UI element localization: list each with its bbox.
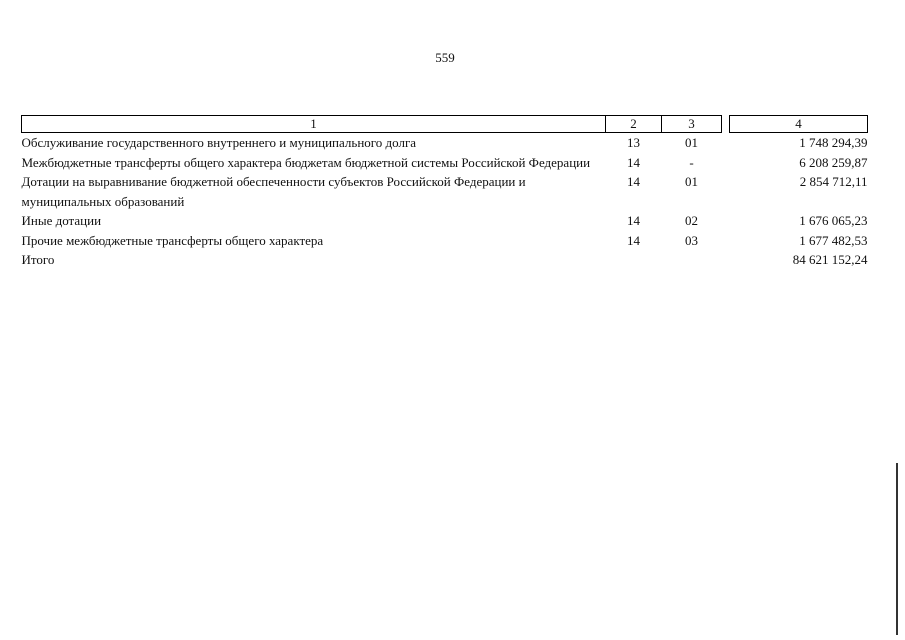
row-amount: 1 677 482,53: [799, 232, 868, 248]
row-subsection: -: [689, 154, 694, 170]
row-subsection: 03: [685, 232, 698, 248]
row-gap: [722, 153, 730, 173]
row-name: Дотации на выравнивание бюджетной обеспеченности субъектов Российской Федерации и муниципальных образований: [21, 174, 526, 209]
total-amount: 84 621 152,24: [792, 252, 868, 267]
row-amount: 1 748 294,39: [799, 135, 868, 150]
row-name: Прочие межбюджетные трансферты общего характера: [21, 232, 324, 248]
row-section: 14: [627, 154, 640, 170]
row-amount: 6 208 259,87: [799, 154, 868, 170]
row-name: Межбюджетные трансферты общего характера бюджетам бюджетной системы Российской Федерации: [21, 154, 591, 170]
row-gap: [722, 211, 730, 231]
row-name: Иные дотации: [21, 213, 102, 228]
row-amount: 2 854 712,11: [799, 174, 868, 189]
row-section: 14: [627, 232, 640, 248]
header-col-3: 3: [662, 116, 722, 133]
header-gap: [722, 116, 730, 133]
table-row: [22, 172, 868, 211]
row-gap: [722, 231, 730, 251]
row-section: 14: [627, 213, 640, 228]
row-gap: [722, 133, 730, 153]
budget-table: [21, 115, 868, 270]
row-subsection: 02: [685, 213, 698, 228]
header-col-1: 1: [22, 116, 606, 133]
table-row: [22, 153, 868, 173]
scan-edge-mark: [896, 463, 898, 635]
header-row: [22, 116, 868, 133]
header-col-4: 4: [730, 116, 868, 133]
row-gap: [722, 250, 730, 270]
table-row: [22, 231, 868, 251]
row-subsection: [662, 250, 722, 270]
row-section: [606, 250, 662, 270]
row-section: 13: [627, 135, 640, 150]
row-subsection: 01: [685, 135, 698, 150]
header-col-2: 2: [606, 116, 662, 133]
row-section: 14: [627, 174, 640, 189]
page-number: 559: [435, 50, 455, 65]
row-subsection: 01: [685, 174, 698, 189]
table-row: [22, 211, 868, 231]
row-amount: 1 676 065,23: [799, 213, 868, 228]
row-name: Обслуживание государственного внутреннего и муниципального долга: [21, 135, 417, 150]
total-label: Итого: [21, 252, 55, 267]
total-row: [22, 250, 868, 270]
table-row: [22, 133, 868, 153]
row-gap: [722, 172, 730, 211]
